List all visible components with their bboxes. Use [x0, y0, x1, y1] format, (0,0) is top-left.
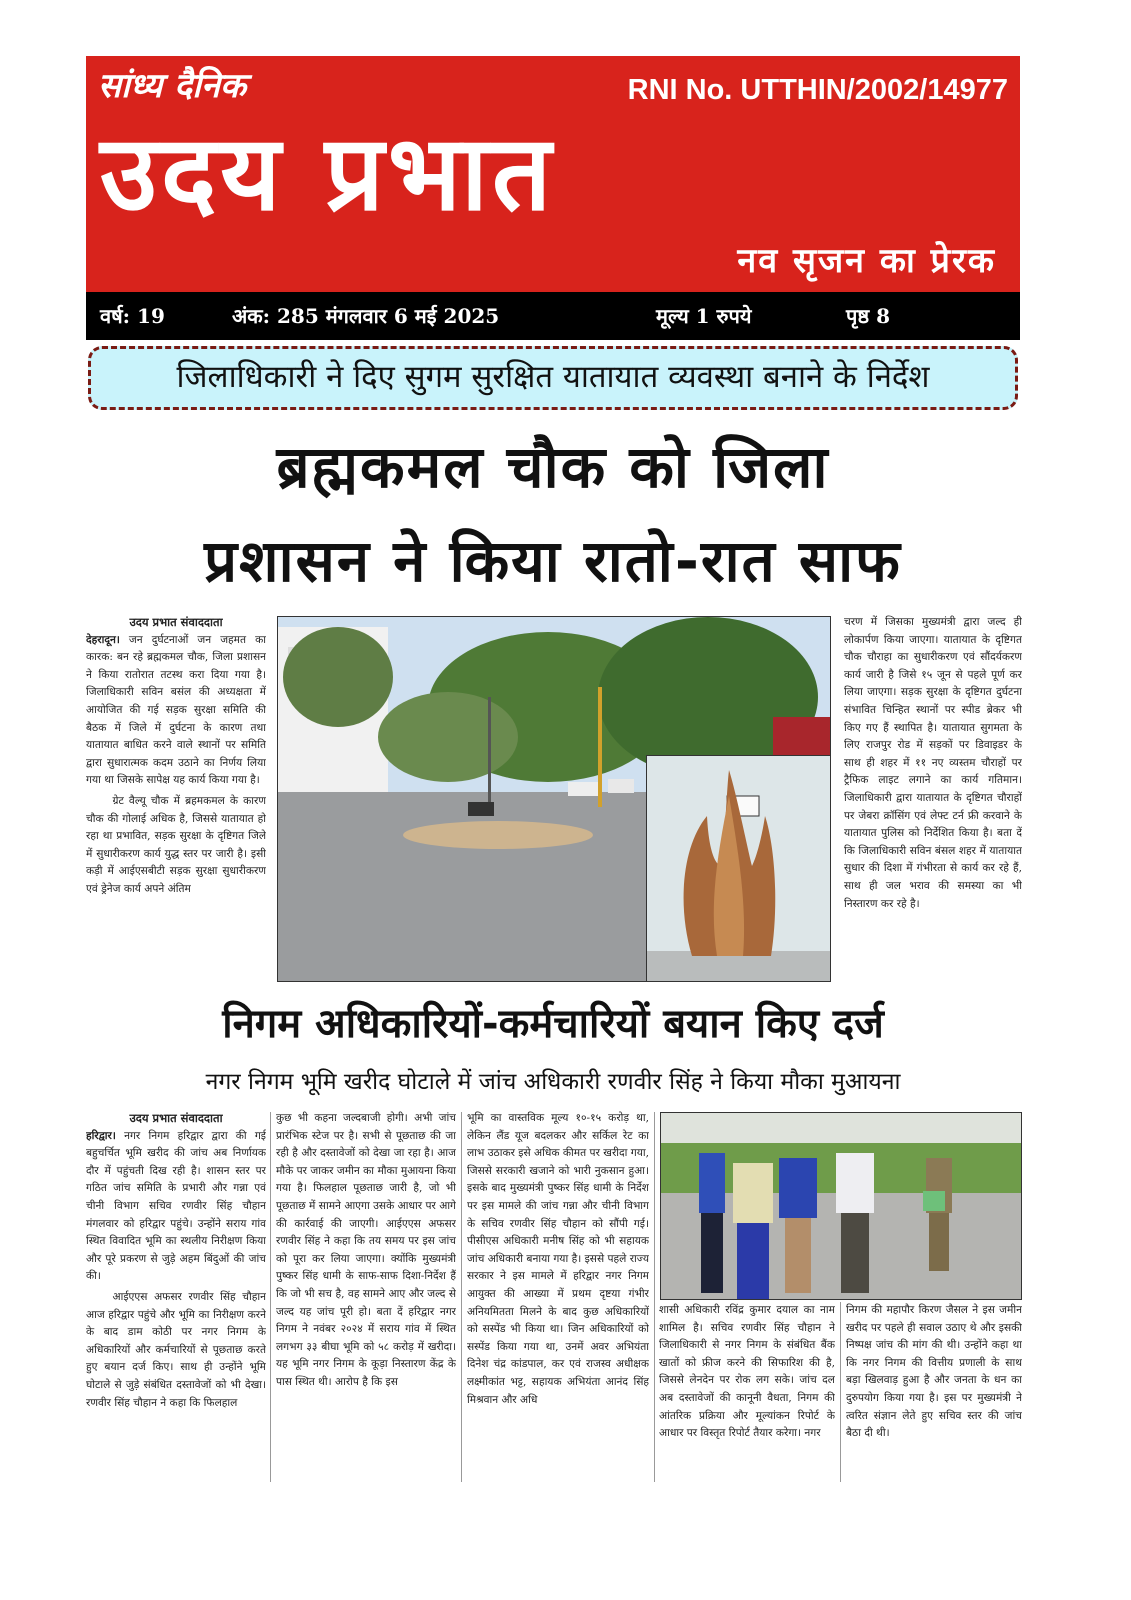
story2-column-3 [467, 1110, 649, 1490]
story2-headline: निगम अधिकारियों-कर्मचारियों बयान किए दर्ज [222, 1001, 884, 1047]
story2-paragraph-3: कुछ भी कहना जल्दबाजी होगी। अभी जांच प्रारंभिक स्टेज पर है। सभी से पूछताछ की जा रही है और दस्तावेजों को देखा जा रहा है। आज मौके पर जाकर जमीन का मौका मुआयना किया गया है। फिलहाल पूछताछ जारी है, जो भी पूछताछ में सामने आएगा उसके आधार पर आगे की कार्रवाई की जाएगी। आईएएस अफसर रणवीर सिंह ने कहा कि तय समय पर इस जांच को पूरा कर लिया जाएगा। क्योंकि मुख्यमंत्री पुष्कर सिंह धामी के साफ-साफ दिशा-निर्देश हैं कि जो भी सच है, वह सामने आए और जल्द से जल्द यह जांच पूरी हो। बता दें हरिद्वार नगर निगम ने नवंबर २०२४ में सराय गांव में स्थित लगभग ३३ बीघा भूमि को ५८ करोड़ में खरीदा। यह भूमि नगर निगम के कूड़ा निस्तारण केंद्र के पास स्थित थी। आरोप है कि इस [276, 1112, 456, 1388]
story2-paragraph-6: निगम की महापौर किरण जैसल ने इस जमीन खरीद पर पहले ही सवाल उठाए थे और इसकी निष्पक्ष जांच की मांग की थी। उन्होंने कहा था कि नगर निगम की वित्तीय प्रणाली के साथ बड़ा खिलवाड़ हुआ है और जनता के धन का दुरुपयोग किया गया है। इस पर मुख्यमंत्री ने त्वरित संज्ञान लेते हुए सचिव स्तर की जांच बैठा दी थी। [846, 1304, 1022, 1440]
masthead [86, 56, 1020, 292]
story1-headline-line2: प्रशासन ने किया रातो-रात साफ [204, 527, 902, 595]
rni-number: RNI No. UTTHIN/2002/14977 [627, 74, 1008, 106]
story1-paragraph-2: ग्रेट वैल्यू चौक में ब्रहमकमल के कारण चौक की गोलाई अधिक है, जिससे यातायात हो रहा था प्रभावित, सड़क सुरक्षा के दृष्टिगत जिले में सुधारीकरण कार्य युद्ध स्तर पर जारी है। इसी कड़ी में आईएसबीटी सड़क सुरक्षा सुधारीकरण एवं ड्रेनेज कार्य अपने अंतिम [86, 794, 266, 895]
story1-column-left [86, 614, 266, 984]
story2-column-4 [659, 1302, 835, 1490]
column-rule [270, 1112, 271, 1482]
story2-dateline: हरिद्वार। [86, 1129, 116, 1142]
story1-paragraph-3: चरण में जिसका मुख्यमंत्री द्वारा जल्द ही लोकार्पण किया जाएगा। यातायात के दृष्टिगत चौक चौराहा का सुधारीकरण एवं सौंदर्यकरण कार्य जारी है जिसे १५ जून से पहले पूर्ण कर लिया जाएगा। सड़क सुरक्षा के दृष्टिगत दुर्घटना संभावित चिन्हित स्थानों पर स्पीड ब्रेकर भी किए गए हैं स्थापित है। यातायात सुगमता के लिए राजपुर रोड में सड़कों पर डिवाइडर के साथ ही शहर में ११ नए व्यस्तम चौराहों पर ट्रैफिक लाइट लगाने का कार्य गतिमान। जिलाधिकारी द्वारा यातायात के दृष्टिगत चौराहों पर जेबरा क्रॉसिंग एवं लेफ्ट टर्न फ्री करवाने के यातायात पुलिस को निर्देशित किया है। बता दें कि जिलाधिकारी सविन बंसल शहर में यातायात सुधार की दिशा में गंभीरता से कार्य कर रहे हैं, साथ ही जल भराव की समस्या का भी निस्तारण कर रहे है। [844, 616, 1022, 910]
story2-paragraph-1: नगर निगम हरिद्वार द्वारा की गई बहुचर्चित भूमि खरीद की जांच अब निर्णायक दौर में पहुंचती दिख रही है। शासन स्तर पर गठित जांच समिति के प्रभारी और गन्ना एवं चीनी विभाग सचिव रणवीर सिंह चौहान मंगलवार को हरिद्वार पहुंचे। उन्होंने सराय गांव स्थित विवादित भूमि का स्थलीय निरीक्षण किया और पूरे प्रकरण से जुड़े अहम बिंदुओं की जांच की। [86, 1129, 266, 1283]
inset-photo [646, 755, 831, 982]
story1-headline-line1: ब्रह्मकमल चौक को जिला [276, 433, 830, 501]
story2-subhead: नगर निगम भूमि खरीद घोटाले में जांच अधिकारी रणवीर सिंह ने किया मौका मुआयना [205, 1069, 901, 1095]
issue-date: अंक: 285 मंगलवार 6 मई 2025 [232, 304, 500, 328]
story1-headline [86, 420, 1020, 610]
issue-info-bar [86, 292, 1020, 340]
page-number: पृष्ठ 8 [846, 304, 891, 328]
story2-photo [660, 1112, 1022, 1300]
masthead-subtitle: सांध्य दैनिक [98, 66, 246, 106]
story1-paragraph-1: जन दुर्घटनाओं जन जहमत का कारक: बन रहे ब्रह्मकमल चौक, जिला प्रशासन ने किया रातोरात तटस्थ करा दिया गया है। जिलाधिकारी सविन बसंल की अध्यक्षता में आयोजित की गई सड़क सुरक्षा समिति की बैठक में जिले में दुर्घटना के कारण तथा यातायात बाधित करने वाले स्थानों पर समिति द्वारा सुधारात्मक कदम उठाने का निर्णय लिया गया था जिसके सापेक्ष यह कार्य किया गया है। [86, 633, 266, 787]
story2-column-1 [86, 1110, 266, 1490]
brahmakamal-sculpture-photo [647, 756, 831, 982]
story1-byline: उदय प्रभात संवाददाता [129, 615, 223, 629]
story2-paragraph-4: भूमि का वास्तविक मूल्य १०-१५ करोड़ था, लेकिन लैंड यूज बदलकर और सर्किल रेट का लाभ उठाकर इसे अधिक कीमत पर खरीदा गया, जिससे सरकारी खजाने को भारी नुकसान हुआ। इसके बाद मुख्यमंत्री पुष्कर सिंह धामी के निर्देश पर इस मामले की जांच गन्ना और चीनी विभाग के सचिव रणवीर सिंह चौहान को सौंपी गई। पीसीएस अधिकारी मनीष सिंह को भी सहायक जांच अधिकारी बनाया गया है। इससे पहले राज्य सरकार ने इस मामले में हरिद्वार नगर निगम आयुक्त की आख्या में प्रथम दृष्टया गंभीर अनियमितता मिलने के बाद कुछ अधिकारियों को सस्पेंड भी किया था। जिन अधिकारियों को सस्पेंड किया गया था, उनमें अवर अभियंता दिनेश चंद्र कांडपाल, कर एवं राजस्व अधीक्षक लक्ष्मीकांत भट्ट, सहायक अभियंता आनंद सिंह मिश्रवान और अधि [467, 1112, 649, 1406]
column-rule [840, 1302, 841, 1482]
story1-column-right [844, 614, 1022, 984]
story2-paragraph-5: शासी अधिकारी रविंद्र कुमार दयाल का नाम शामिल है। सचिव रणवीर सिंह चौहान ने जिलाधिकारी से नगर निगम के संबंधित बैंक खातों को फ्रीज करने की सिफारिश की है, जिससे लेनदेन पर रोक लग सके। जांच दल अब दस्तावेजों की कानूनी वैधता, निगम की आंतरिक प्रक्रिया और मूल्यांकन रिपोर्ट के आधार पर विस्तृत रिपोर्ट तैयार करेगा। नगर [659, 1304, 835, 1440]
story2-column-2 [276, 1110, 456, 1490]
column-rule [654, 1112, 655, 1482]
price: मूल्य 1 रुपये [656, 304, 752, 328]
story1-photo [277, 616, 831, 982]
story2-paragraph-2: आईएएस अफसर रणवीर सिंह चौहान आज हरिद्वार पहुंचे और भूमि का निरीक्षण करने के बाद डाम कोठी पर नगर निगम के अधिकारियों और कर्मचारियों से पूछताछ करते हुए बयान दर्ज किए। साथ ही उन्होंने भूमि घोटाले से जुड़े संबंधित दस्तावेजों को भी देखा। रणवीर सिंह चौहान ने कहा कि फिलहाल [86, 1290, 266, 1409]
tagline: नव सृजन का प्रेरक [737, 241, 996, 281]
officials-inspection-photo [661, 1113, 1022, 1300]
story2-column-5 [846, 1302, 1022, 1490]
year: वर्ष: 19 [100, 304, 165, 328]
column-rule [461, 1112, 462, 1482]
newspaper-title: उदय प्रभात [100, 112, 556, 234]
story1-dateline: देहरादून। [86, 633, 120, 646]
kicker-headline: जिलाधिकारी ने दिए सुगम सुरक्षित यातायात व्यवस्था बनाने के निर्देश [88, 346, 1018, 410]
story2-byline: उदय प्रभात संवाददाता [129, 1111, 223, 1125]
